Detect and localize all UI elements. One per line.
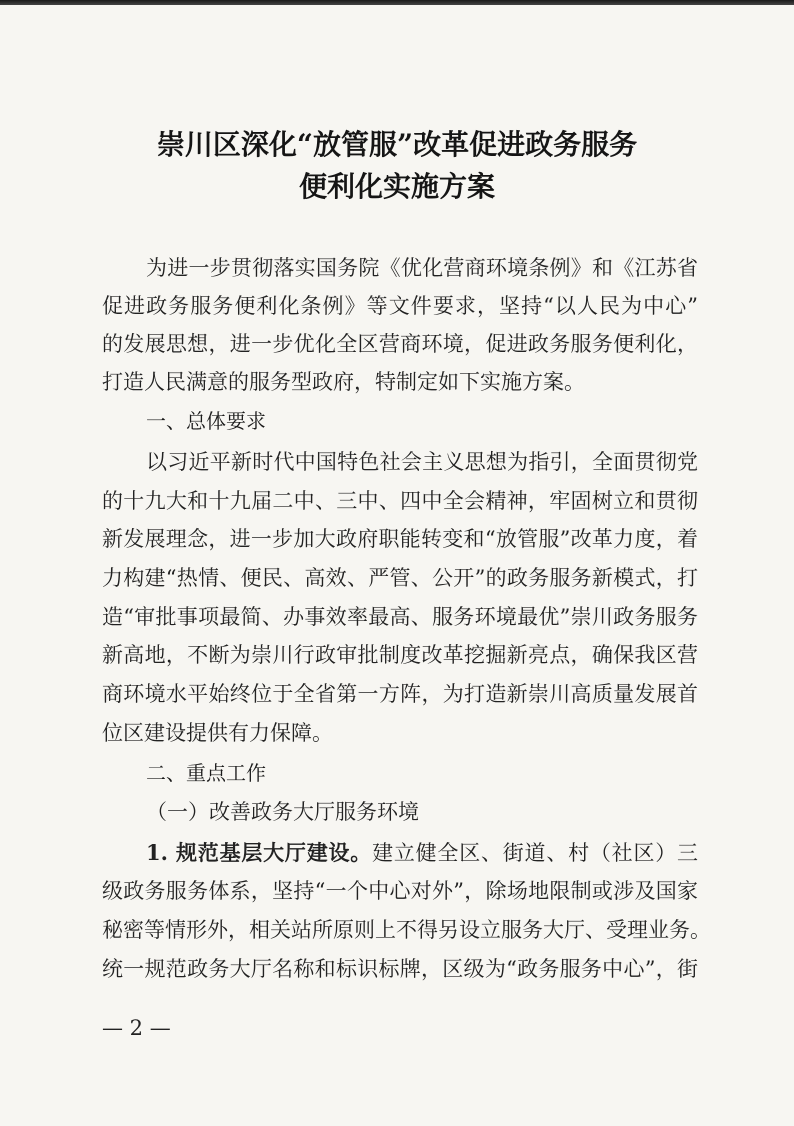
section-1-line: 以习近平新时代中国特色社会主义思想为指引，全面贯彻党 xyxy=(146,450,698,474)
item-1-first-line-text: 建立健全区、街道、村（社区）三 xyxy=(372,841,699,865)
page-number: — 2 — xyxy=(102,1016,171,1040)
document-title-line-2: 便利化实施方案 xyxy=(298,170,495,203)
section-1-line: 造“审批事项最简、办事效率最高、服务环境最优”崇川政务服务 xyxy=(102,605,698,629)
section-1-line: 新高地，不断为崇川行政审批制度改革挖掘新亮点，确保我区营 xyxy=(102,643,698,667)
section-1-line: 位区建设提供有力保障。 xyxy=(102,721,333,745)
section-2-heading: 二、重点工作 xyxy=(146,761,266,785)
item-1-line: 统一规范政务大厅名称和标识标牌，区级为“政务服务中心”，街 xyxy=(102,957,698,981)
item-1-first-line xyxy=(146,842,698,864)
intro-line: 的发展思想，进一步优化全区营商环境，促进政务服务便利化， xyxy=(102,332,698,356)
intro-line: 打造人民满意的服务型政府，特制定如下实施方案。 xyxy=(102,370,585,394)
subsection-1-heading: （一）改善政务大厅服务环境 xyxy=(146,800,419,824)
section-1-line: 的十九大和十九届二中、三中、四中全会精神，牢固树立和贯彻 xyxy=(102,489,698,513)
item-1-line: 秘密等情形外，相关站所原则上不得另设立服务大厅、受理业务。 xyxy=(102,918,711,942)
section-1-line: 新发展理念，进一步加大政府职能转变和“放管服”改革力度，着 xyxy=(102,527,698,551)
section-1-line: 力构建“热情、便民、高效、严管、公开”的政务服务新模式，打 xyxy=(102,566,698,590)
item-1-line: 级政务服务体系，坚持“一个中心对外”，除场地限制或涉及国家 xyxy=(102,879,698,903)
section-1-line: 商环境水平始终位于全省第一方阵，为打造新崇川高质量发展首 xyxy=(102,682,698,706)
document-title-line-1: 崇川区深化“放管服”改革促进政务服务 xyxy=(156,128,638,161)
item-1-lead: 1. 规范基层大厅建设。 xyxy=(146,840,373,865)
section-1-heading: 一、总体要求 xyxy=(146,409,266,433)
intro-line: 促进政务服务便利化条例》等文件要求，坚持“以人民为中心” xyxy=(102,294,698,318)
intro-line: 为进一步贯彻落实国务院《优化营商环境条例》和《江苏省 xyxy=(146,256,698,280)
